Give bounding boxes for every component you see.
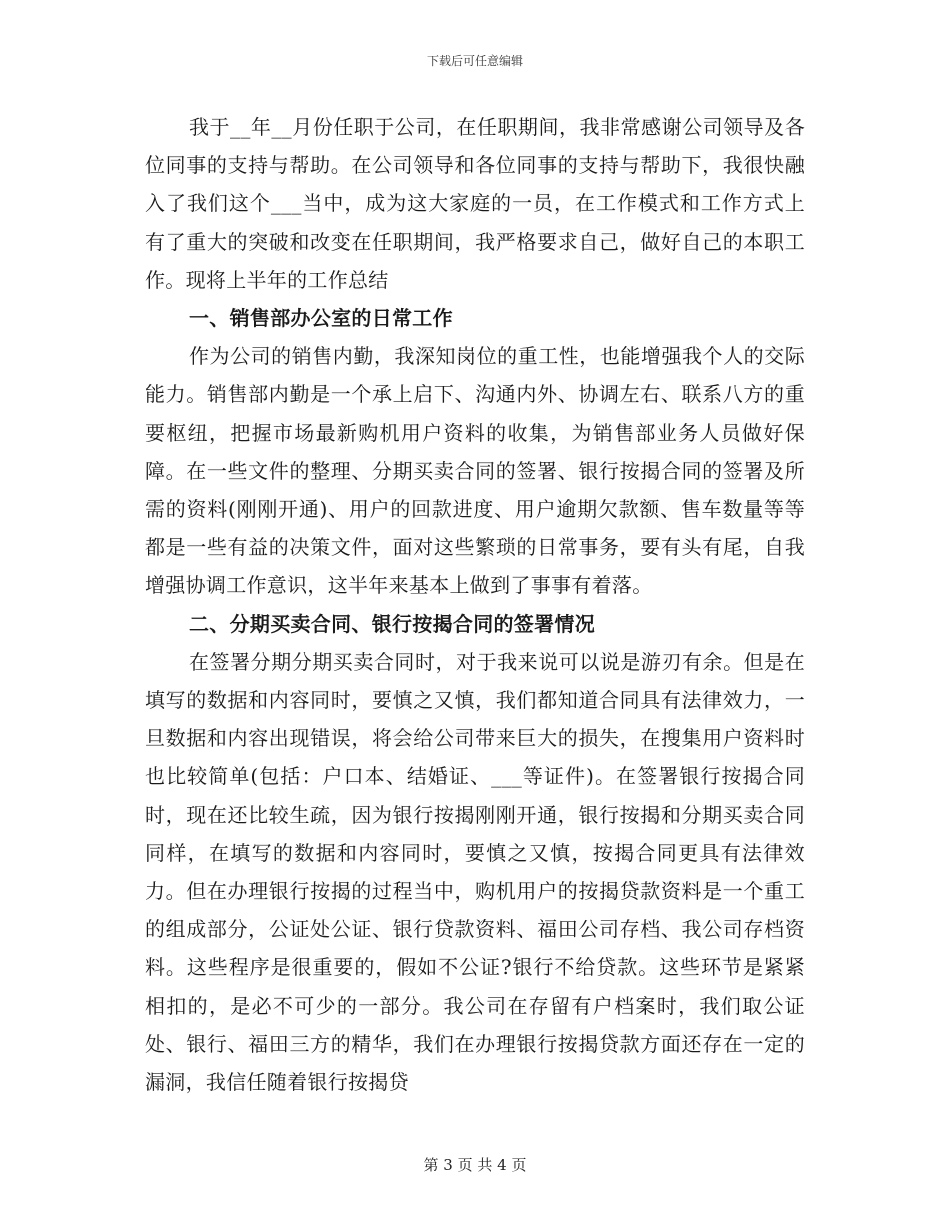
paragraph-intro: 我于__年__月份任职于公司，在任职期间，我非常感谢公司领导及各位同事的支持与帮助。在公司领导和各位同事的支持与帮助下，我很快融入了我们这个___当中，成为这大家庭的一员，在工作模式和工作方式上有了重大的突破和改变在任职期间，我严格要求自己，做好自己的本职工作。现将上半年的工作总结 <box>145 115 805 292</box>
section-heading-1: 一、销售部办公室的日常工作 <box>189 306 453 331</box>
paragraph-section-1: 作为公司的销售内勤，我深知岗位的重工性，也能增强我个人的交际能力。销售部内勤是一个承上启下、沟通内外、协调左右、联系八方的重要枢纽，把握市场最新购机用户资料的收集，为销售部业务人员做好保障。在一些文件的整理、分期买卖合同的签署、银行按揭合同的签署及所需的资料(刚刚开通)、用户的回款进度、用户逾期欠款额、售车数量等等都是一些有益的决策文件，面对这些繁琐的日常事务，要有头有尾，自我增强协调工作意识，这半年来基本上做到了事事有着落。 <box>145 344 805 598</box>
paragraph-section-2: 在签署分期分期买卖合同时，对于我来说可以说是游刃有余。但是在填写的数据和内容同时，要慎之又慎，我们都知道合同具有法律效力，一旦数据和内容出现错误，将会给公司带来巨大的损失，在搜集用户资料时也比较简单(包括：户口本、结婚证、___等证件)。在签署银行按揭合同时，现在还比较生疏，因为银行按揭刚刚开通，银行按揭和分期买卖合同同样，在填写的数据和内容同时，要慎之又慎，按揭合同更具有法律效力。但在办理银行按揭的过程当中，购机用户的按揭贷款资料是一个重工的组成部分，公证处公证、银行贷款资料、福田公司存档、我公司存档资料。这些程序是很重要的，假如不公证?银行不给贷款。这些环节是紧紧相扣的，是必不可少的一部分。我公司在存留有户档案时，我们取公证处、银行、福田三方的精华，我们在办理银行按揭贷款方面还存在一定的漏洞，我信任随着银行按揭贷 <box>145 649 805 1095</box>
section-heading-2: 二、分期买卖合同、银行按揭合同的签署情况 <box>189 611 595 636</box>
page-header: 下载后可任意编辑 <box>426 54 523 68</box>
page-number-footer: 第 3 页 共 4 页 <box>423 1156 527 1174</box>
document-body <box>145 108 805 1101</box>
